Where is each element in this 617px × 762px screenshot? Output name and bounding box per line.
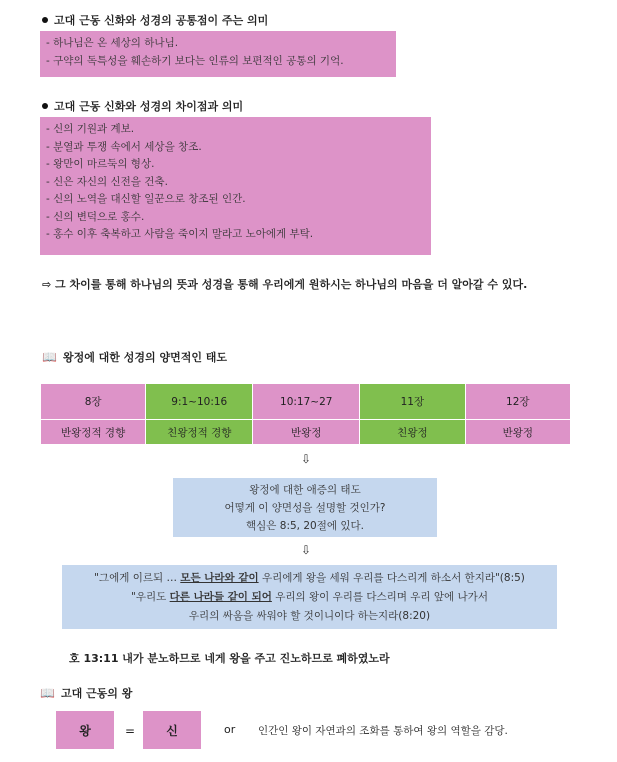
table-cell: 친왕정 [360,420,465,445]
common-points-box [40,31,396,77]
question-line: 핵심은 8:5, 20절에 있다. [246,520,364,532]
section4-title-text: 고대 근동의 왕 [60,687,133,700]
quote-emphasis: 모든 나라와 같이 [180,572,259,584]
section2-title [42,98,243,114]
quote-line [62,569,557,588]
question-line: 왕정에 대한 애증의 태도 [249,484,361,496]
conclusion-text: ⇨ 그 차이를 통해 하나님의 뜻과 성경을 통해 우리에게 원하시는 하나님의 마음을 더 알아갈 수 있다. [42,278,528,291]
table-cell: 반왕정적 경향 [41,420,146,445]
book-icon: 📖 [40,686,55,700]
quote-text: 우리의 왕이 우리를 다스리며 우리 앞에 나가서 [271,591,488,603]
king-description: 인간인 왕이 자연과의 조화를 통하여 왕의 역할을 감당. [258,725,508,737]
equals-sign: = [125,724,136,738]
quote-box [62,565,557,629]
difference-line: - 신의 변덕으로 홍수. [46,210,145,223]
bullet-icon [42,103,48,109]
table-header: 10:17~27 [253,384,360,420]
section1-title-text: 고대 근동 신화와 성경의 공통점이 주는 의미 [54,14,269,27]
common-point-line: - 하나님은 온 세상의 하나님. [46,37,179,49]
table-cell: 친왕정적 경향 [146,420,253,445]
difference-line: - 신의 노역을 대신할 일꾼으로 창조된 인간. [46,193,246,205]
down-arrow-icon: ⇩ [301,452,312,466]
table-header: 9:1~10:16 [146,384,253,420]
common-point-line: - 구약의 독특성을 훼손하기 보다는 인류의 보편적인 공통의 기억. [46,54,344,67]
difference-line: - 신은 자신의 신전을 건축. [46,175,168,188]
question-line: 어떻게 이 양면성을 설명할 것인가? [224,502,386,514]
section3-title [42,349,227,365]
quote-text: 우리에게 왕을 세워 우리를 다스리게 하소서 한지라"(8:5) [258,572,525,584]
king-box: 왕 [56,711,114,749]
hosea-verse: 호 13:11 내가 분노하므로 네게 왕을 주고 진노하므로 폐하였노라 [69,652,390,665]
difference-line: - 분열과 투쟁 속에서 세상을 창조. [46,140,202,153]
monarchy-table [40,383,571,445]
table-cell: 반왕정 [253,420,360,445]
section2-title-text: 고대 근동 신화와 성경의 차이점과 의미 [54,100,244,113]
table-header: 8장 [41,384,146,420]
question-box [173,478,437,537]
down-arrow-icon: ⇩ [301,543,312,557]
difference-line: - 홍수 이후 축복하고 사람을 죽이지 말라고 노아에게 부탁. [46,228,314,240]
quote-line [62,588,557,607]
difference-line: - 왕만이 마르둑의 형상. [46,158,155,170]
quote-line: 우리의 싸움을 싸워야 할 것이니이다 하는지라(8:20) [188,610,431,622]
section1-title [42,12,268,28]
differences-box [40,117,431,255]
section4-title [40,685,132,701]
difference-line: - 신의 기원과 계보. [46,123,135,135]
quote-emphasis: 다른 나라들 같이 되어 [169,591,272,603]
section3-title-text: 왕정에 대한 성경의 양면적인 태도 [62,351,228,364]
table-header: 12장 [465,384,570,420]
quote-text: "그에게 이르되 … [94,572,181,584]
bullet-icon [42,17,48,23]
table-header: 11장 [360,384,465,420]
or-text: or [224,723,236,736]
table-cell: 반왕정 [465,420,570,445]
quote-text: "우리도 [131,591,170,603]
god-box: 신 [143,711,201,749]
book-icon: 📖 [42,350,57,364]
